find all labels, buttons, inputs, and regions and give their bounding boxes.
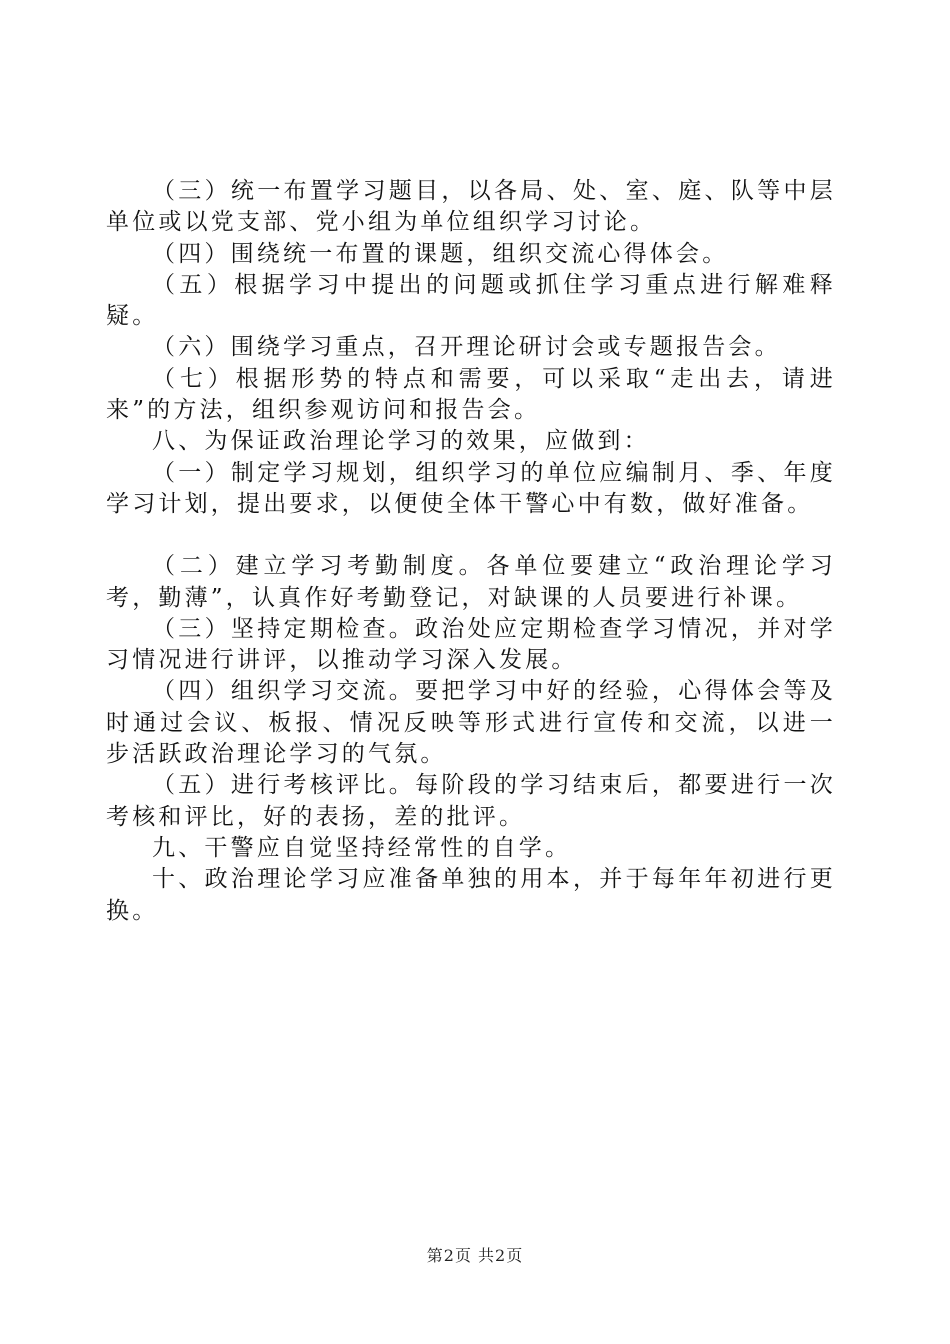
paragraph-8-4-exchange: （四）组织学习交流。要把学习中好的经验，心得体会等及时通过会议、板报、情况反映等形式进行宣传和交流，以进一步活跃政治理论学习的气氛。 <box>106 678 836 768</box>
paragraph-5-resolve-questions: （五）根据学习中提出的问题或抓住学习重点进行解难释疑。 <box>106 271 836 330</box>
paragraph-4-exchange-experience: （四）围绕统一布置的课题，组织交流心得体会。 <box>152 240 729 267</box>
paragraph-6-seminars: （六）围绕学习重点，召开理论研讨会或专题报告会。 <box>152 334 781 361</box>
page-number-footer: 第2页 共2页 <box>426 1246 524 1265</box>
paragraph-7-visits: （七）根据形势的特点和需要，可以采取“走出去，请进来”的方法，组织参观访问和报告会。 <box>106 365 836 424</box>
paragraph-8-5-evaluation: （五）进行考核评比。每阶段的学习结束后，都要进行一次考核和评比，好的表扬，差的批评。 <box>106 772 836 830</box>
paragraph-8-2-attendance: （二）建立学习考勤制度。各单位要建立“政治理论学习考，勤薄”，认真作好考勤登记，对缺课的人员要进行补课。 <box>106 553 836 611</box>
paragraph-8-1-study-plan: （一）制定学习规划，组织学习的单位应编制月、季、年度学习计划，提出要求，以便使全体干警心中有数，做好准备。 <box>106 459 836 517</box>
paragraph-8-3-inspection: （三）坚持定期检查。政治处应定期检查学习情况，并对学习情况进行讲评，以推动学习深入发展。 <box>106 615 836 674</box>
section-10-notebook: 十、政治理论学习应准备单独的用本，并于每年年初进行更换。 <box>106 866 836 924</box>
document-body <box>106 176 836 927</box>
section-8-heading: 八、为保证政治理论学习的效果，应做到： <box>152 428 650 455</box>
section-9-self-study: 九、干警应自觉坚持经常性的自学。 <box>152 834 572 861</box>
paragraph-3-organize-discussion: （三）统一布置学习题目，以各局、处、室、庭、队等中层单位或以党支部、党小组为单位组织学习讨论。 <box>106 178 836 236</box>
